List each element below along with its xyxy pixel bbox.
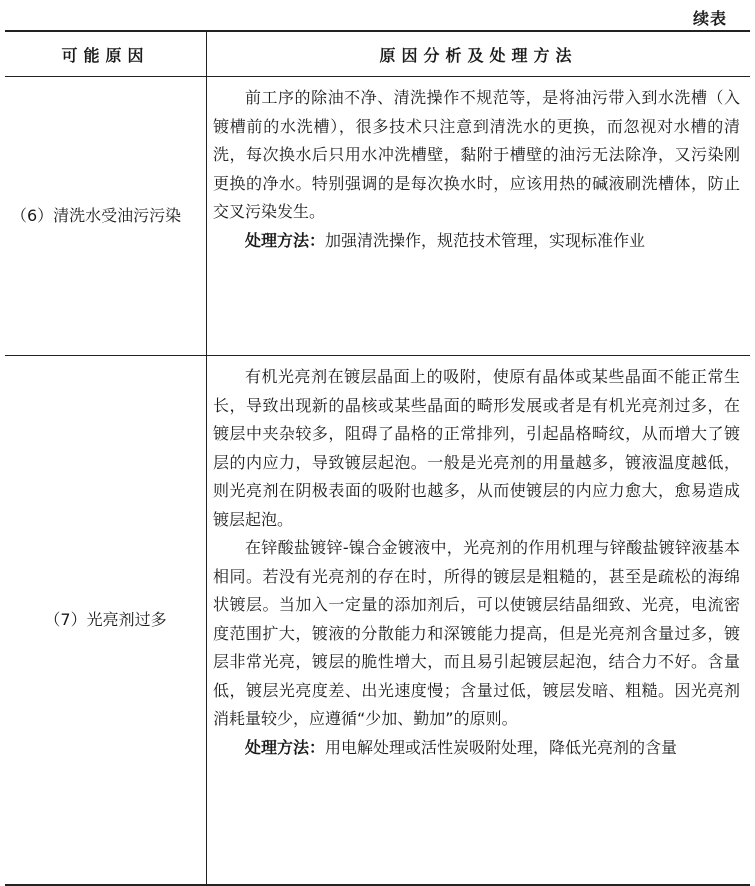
cause-cell [5, 356, 207, 884]
analysis-paragraph: 在锌酸盐镀锌-镍合金镀液中，光亮剂的作用机理与锌酸盐镀锌液基本相同。若没有光亮剂的存在时，所得的镀层是粗糙的，甚至是疏松的海绵状镀层。当加入一定量的添加剂后，可以使镀层结晶细致、光亮，电流密度范围扩大，镀液的分散能力和深镀能力提高，但是光亮剂含量过多，镀层非常光亮，镀层的脆性增大，而且易引起镀层起泡，结合力不好。含量低，镀层光亮度差、出光速度慢；含量过低，镀层发暗、粗糙。因光亮剂消耗量较少，应遵循“少加、勤加”的原则。 [213, 538, 740, 728]
cause-text: （6）清洗水受油污污染 [11, 206, 182, 225]
table-header-row [5, 32, 750, 77]
header-analysis: 原因分析及处理方法 [379, 45, 578, 65]
method-label: 处理方法： [245, 230, 326, 250]
method-text: 用电解处理或活性炭吸附处理，降低光亮剂的含量 [325, 737, 678, 757]
analysis-paragraph: 前工序的除油不净、清洗操作不规范等，是将油污带入到水洗槽（入镀槽前的水洗槽），很多技术只注意到清洗水的更换，而忽视对水槽的清洗，每次换水后只用水冲洗槽壁，黏附于槽壁的油污无法除净，又污染刚更换的净水。特别强调的是每次换水时，应该用热的碱液刷洗槽体，防止交叉污染发生。 [213, 88, 740, 221]
analysis-paragraph: 有机光亮剂在镀层晶面上的吸附，使原有晶体或某些晶面不能正常生长，导致出现新的晶核或某些晶面的畸形发展或者是有机光亮剂过多，在镀层中夹杂较多，阻碍了晶格的正常排列，引起晶格畸纹，从而增大了镀层的内应力，导致镀层起泡。一般是光亮剂的用量越多，镀液温度越低，则光亮剂在阴极表面的吸附也越多，从而使镀层的内应力愈大，愈易造成镀层起泡。 [213, 367, 740, 529]
cause-text: （7）光亮剂过多 [44, 610, 167, 629]
table-row [5, 356, 750, 884]
method-paragraph [213, 734, 740, 763]
cause-cell [5, 77, 207, 355]
analysis-cell [207, 356, 750, 884]
analysis-cell [207, 77, 750, 355]
header-cause: 可能原因 [5, 32, 207, 76]
method-paragraph [213, 227, 740, 256]
table-row [5, 77, 750, 356]
continued-table-label: 续表 [692, 9, 727, 28]
method-text: 加强清洗操作，规范技术管理，实现标准作业 [325, 230, 646, 250]
method-label: 处理方法： [245, 737, 326, 757]
cause-analysis-table [5, 30, 750, 886]
